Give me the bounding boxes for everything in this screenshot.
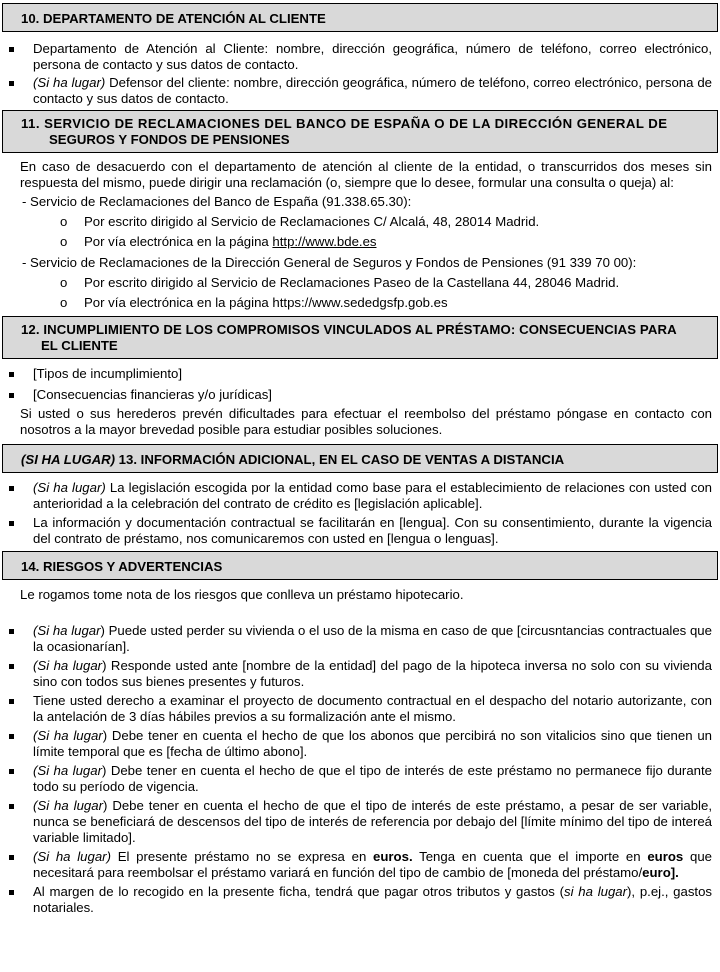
bde-link[interactable]: http://www.bde.es xyxy=(272,234,377,249)
list-item: o Por vía electrónica en la página http://www.bde.es xyxy=(60,234,377,249)
section-12-title: 12. INCUMPLIMIENTO DE LOS COMPROMISOS VINCULADOS AL PRÉSTAMO: CONSECUENCIAS PARA xyxy=(21,322,677,337)
bullet-icon xyxy=(9,486,14,491)
section-12-header xyxy=(2,316,718,359)
bullet-icon xyxy=(9,769,14,774)
list-item: (Si ha lugar) Defensor del cliente: nombre, dirección geográfica, número de teléfono, correo electrónico, persona de contacto y sus datos de contacto. xyxy=(2,75,718,107)
bullet-icon xyxy=(9,804,14,809)
list-item: (Si ha lugar) Debe tener en cuenta el hecho de que el tipo de interés de este préstamo no permanece fijo durante todo su período de vigencia. xyxy=(2,763,718,795)
list-item: [Consecuencias financieras y/o jurídicas] xyxy=(2,387,718,403)
bullet-icon xyxy=(9,521,14,526)
section-11-header xyxy=(2,110,718,153)
list-item: (Si ha lugar) Debe tener en cuenta el hecho de que el tipo de interés de este préstamo, a pesar de ser variable, nunca se beneficiará de descensos del tipo de interés de referencia por debajo del [límite mínimo del tipo de intereá variable limitado]. xyxy=(2,798,718,846)
list-item: (Si ha lugar) Puede usted perder su vivienda o el uso de la misma en caso de que [circusntancias contractuales que la ocasionarían]. xyxy=(2,623,718,655)
circle-bullet-icon: o xyxy=(60,275,68,290)
bullet-icon xyxy=(9,699,14,704)
list-item: (Si ha lugar) La legislación escogida por la entidad como base para el establecimiento de relaciones con usted con anterioridad a la celebración del contrato de crédito es [legislación aplicable]. xyxy=(2,480,718,512)
dgs-service: - Servicio de Reclamaciones de la Dirección General de Seguros y Fondos de Pensiones (91 339 70 00): xyxy=(22,255,637,270)
section-10-title: 10. DEPARTAMENTO DE ATENCIÓN AL CLIENTE xyxy=(21,11,326,26)
section-10-header xyxy=(2,3,718,32)
bullet-icon xyxy=(9,47,14,52)
bullet-icon xyxy=(9,81,14,86)
section-14-title: 14. RIESGOS Y ADVERTENCIAS xyxy=(21,559,223,574)
section-11-title: 11. SERVICIO DE RECLAMACIONES DEL BANCO DE ESPAÑA O DE LA DIRECCIÓN GENERAL DE xyxy=(21,116,668,131)
section-13-title-prefix: (SI HA LUGAR) xyxy=(21,452,116,467)
bullet-icon xyxy=(9,629,14,634)
list-item: (Si ha lugar) El presente préstamo no se expresa en euros. Tenga en cuenta que el importe en euros que necesitará para reembolsar el préstamo variará en función del tipo de cambio de [moneda del préstamo/euro]. xyxy=(2,849,718,881)
document-page xyxy=(2,3,718,916)
bullet-icon xyxy=(9,372,14,377)
circle-bullet-icon: o xyxy=(60,234,68,249)
section-14-intro: Le rogamos tome nota de los riesgos que conlleva un préstamo hipotecario. xyxy=(20,587,464,602)
section-14-header xyxy=(2,551,718,580)
bullet-icon xyxy=(9,734,14,739)
circle-bullet-icon: o xyxy=(60,214,68,229)
list-item: (Si ha lugar) Responde usted ante [nombre de la entidad] del pago de la hipoteca inversa no solo con su vivienda sino con todos sus bienes presentes y futuros. xyxy=(2,658,718,690)
bde-service: - Servicio de Reclamaciones del Banco de España (91.338.65.30): xyxy=(22,194,412,209)
section-13-header xyxy=(2,444,718,473)
bullet-icon xyxy=(9,890,14,895)
list-item: o Por escrito dirigido al Servicio de Reclamaciones C/ Alcalá, 48, 28014 Madrid. xyxy=(60,214,540,229)
list-item: Departamento de Atención al Cliente: nombre, dirección geográfica, número de teléfono, correo electrónico, persona de contacto y sus datos de contacto. xyxy=(2,41,718,73)
list-item: La información y documentación contractual se facilitarán en [lengua]. Con su consentimiento, durante la vigencia del contrato de préstamo, nos comunicaremos con usted en [lengua o lenguas]. xyxy=(2,515,718,547)
list-item: o Por vía electrónica en la página https://www.sededgsfp.gob.es xyxy=(60,295,448,310)
list-item: Al margen de lo recogido en la presente ficha, tendrá que pagar otros tributos y gastos (si ha lugar), p.ej., gastos notariales. xyxy=(2,884,718,916)
section-11-title-cont: SEGUROS Y FONDOS DE PENSIONES xyxy=(49,132,290,147)
bullet-icon xyxy=(9,664,14,669)
section-12-note: Si usted o sus herederos prevén dificultades para efectuar el reembolso del préstamo póngase en contacto con nosotros a la mayor brevedad posible para estudiar posibles soluciones. xyxy=(20,406,712,437)
section-12-title-cont: EL CLIENTE xyxy=(41,338,118,353)
list-item: (Si ha lugar) Debe tener en cuenta el hecho de que los abonos que percibirá no son vitalicios sino que tienen un límite temporal que es [fecha de último abono]. xyxy=(2,728,718,760)
section-13-title: 13. INFORMACIÓN ADICIONAL, EN EL CASO DE VENTAS A DISTANCIA xyxy=(115,452,565,467)
list-item: o Por escrito dirigido al Servicio de Reclamaciones Paseo de la Castellana 44, 28046 Madrid. xyxy=(60,275,620,290)
section-11-intro: En caso de desacuerdo con el departamento de atención al cliente de la entidad, o transcurridos dos meses sin respuesta del mismo, puede dirigir una reclamación (o, siempre que lo desee, formular una consulta o queja) al: xyxy=(20,159,712,190)
list-item: [Tipos de incumplimiento] xyxy=(2,366,718,382)
bullet-icon xyxy=(9,393,14,398)
circle-bullet-icon: o xyxy=(60,295,68,310)
bullet-icon xyxy=(9,855,14,860)
list-item: Tiene usted derecho a examinar el proyecto de documento contractual en el despacho del notario autorizante, con la antelación de 3 días hábiles previos a su formalización ante el mismo. xyxy=(2,693,718,725)
